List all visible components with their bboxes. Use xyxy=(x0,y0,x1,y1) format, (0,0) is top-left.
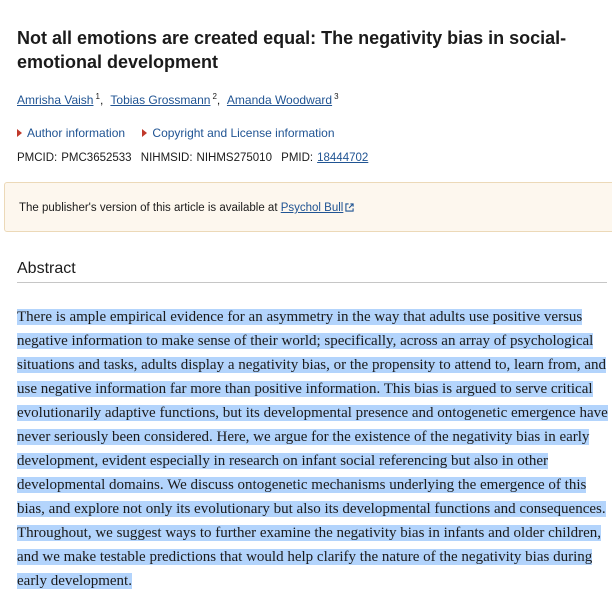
author-affiliation-sup[interactable]: 3 xyxy=(334,92,339,101)
caret-right-icon xyxy=(17,129,22,137)
section-divider xyxy=(17,282,607,283)
pmid-link[interactable]: 18444702 xyxy=(317,152,369,164)
nihmsid-value: NIHMS275010 xyxy=(196,152,272,164)
author-separator: , xyxy=(99,93,104,107)
author-link[interactable]: Tobias Grossmann xyxy=(110,93,211,107)
caret-right-icon xyxy=(142,129,147,137)
publisher-notice-text xyxy=(19,200,354,216)
author-list xyxy=(17,88,339,109)
author-link[interactable]: Amrisha Vaish xyxy=(17,93,94,107)
publisher-notice xyxy=(4,182,612,232)
article-title: Not all emotions are created equal: The negativity bias in social-emotional development xyxy=(17,28,567,72)
nihmsid-label: NIHMSID: xyxy=(140,152,193,164)
author-affiliation-sup[interactable]: 2 xyxy=(212,92,217,101)
copyright-license-label: Copyright and License information xyxy=(152,126,335,140)
publisher-link[interactable] xyxy=(281,202,355,214)
abstract-heading: Abstract xyxy=(17,260,76,277)
abstract-text[interactable] xyxy=(17,305,609,593)
author-link[interactable]: Amanda Woodward xyxy=(226,93,333,107)
abstract-selected-text: There is ample empirical evidence for an asymmetry in the way that adults use positive versus negative information to make sense of their world; specifically, across an array of psychological situations and tasks, adults display a negativity bias, or the propensity to attend to, learn from, and use negative information far more than positive information. This bias is argued to serve critical evolutionarily adaptive functions, but its developmental presence and ontogenetic emergence have never seriously been considered. Here, we argue for the existence of the negativity bias in early development, evident especially in research on infant social referencing but also in other developmental domains. We discuss ontogenetic mechanisms underlying the emergence of this bias, and explore not only its evolutionary but also its developmental functions and consequences. Throughout, we suggest ways to further examine the negativity bias in infants and older children, and we make testable predictions that would help clarify the nature of the negativity bias during early development. xyxy=(17,309,608,589)
author-information-toggle[interactable] xyxy=(17,125,125,141)
publisher-link-label: Psychol Bull xyxy=(280,202,344,214)
publisher-notice-label: The publisher's version of this article is available at xyxy=(19,202,278,214)
author-information-label: Author information xyxy=(27,126,126,140)
author-separator: , xyxy=(216,93,221,107)
article-info-toggles xyxy=(17,125,349,141)
pmcid-value: PMC3652533 xyxy=(61,152,132,164)
pmid-label: PMID: xyxy=(281,152,314,164)
external-link-icon xyxy=(345,203,354,212)
pmcid-label: PMCID: xyxy=(17,152,58,164)
article-identifiers xyxy=(17,150,368,166)
copyright-license-toggle[interactable] xyxy=(142,125,334,141)
author-affiliation-sup[interactable]: 1 xyxy=(95,92,100,101)
